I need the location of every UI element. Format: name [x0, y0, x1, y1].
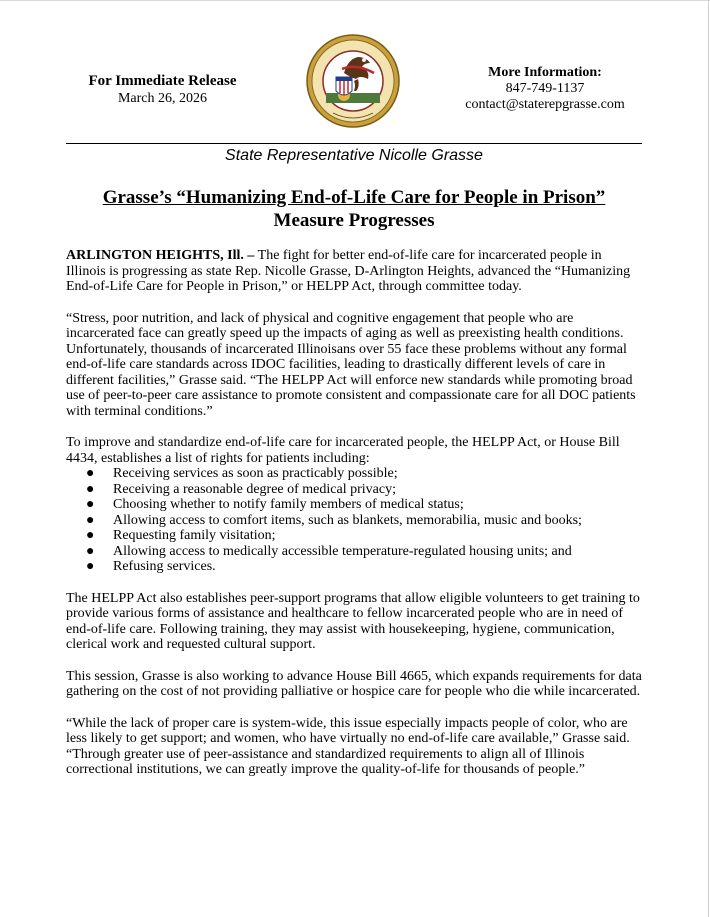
- paragraph-quote-2: “While the lack of proper care is system-wide, this issue especially impacts people of color, who are less likely to get support; and women, who have virtually no end-of-life care available,” Grasse said. “Through greater use of peer-assistance and standardized requirements to align all of Illinois correctional institutions, we can greatly improve the quality-of-life for thousands of people.”: [66, 715, 630, 777]
- paragraph-intro: [66, 248, 644, 295]
- dateline: ARLINGTON HEIGHTS, Ill. –: [66, 248, 255, 263]
- representative-name: State Representative Nicolle Grasse: [225, 147, 483, 164]
- list-item: [86, 481, 644, 498]
- page-right-edge: [708, 0, 709, 917]
- list-item-text: Receiving a reasonable degree of medical privacy;: [113, 481, 396, 497]
- list-item-text: Requesting family visitation;: [113, 528, 276, 543]
- bullet-icon: ●: [86, 466, 95, 481]
- press-release-body: [66, 248, 644, 794]
- list-item-text: Allowing access to comfort items, such as blankets, memorabilia, music and books;: [113, 512, 582, 528]
- list-item-text: Receiving services as soon as practicably possible;: [113, 466, 398, 481]
- list-item: [86, 512, 644, 529]
- bullet-icon: ●: [86, 559, 95, 574]
- headline: [66, 186, 642, 232]
- illinois-state-seal-icon: [300, 33, 406, 129]
- list-item: [86, 543, 644, 560]
- seal-graphic: [300, 33, 406, 129]
- bullet-icon: ●: [86, 497, 95, 512]
- headline-line-2: Measure Progresses: [273, 210, 435, 231]
- release-block: [80, 72, 245, 107]
- paragraph-hb4665: This session, Grasse is also working to advance House Bill 4665, which expands requirements for data gathering on the cost of not providing palliative or hospice care for people who die while incarcerated.: [66, 668, 642, 699]
- contact-label: More Information:: [488, 65, 602, 80]
- list-item: [86, 497, 644, 513]
- release-date: March 26, 2026: [117, 91, 208, 106]
- paragraph-peer-support: The HELPP Act also establishes peer-support programs that allow eligible volunteers to get training to provide various forms of assistance and healthcare to fellow incarcerated people who are in need of end-of-life care. Following training, they may assist with housekeeping, hygiene, communication, clerical work and requested cultural support.: [66, 590, 640, 652]
- list-item-text: Choosing whether to notify family members of medical status;: [113, 497, 464, 512]
- bullet-icon: ●: [86, 528, 95, 543]
- list-item: [86, 559, 644, 575]
- bullet-icon: ●: [86, 512, 95, 528]
- header-divider: [66, 143, 642, 144]
- list-item-text: Refusing services.: [113, 559, 216, 574]
- release-label: For Immediate Release: [88, 73, 237, 89]
- intro-text: The fight for better end-of-life care for incarcerated people in Illinois is progressing as state Rep. Nicolle Grasse, D-Arlington Heights, advanced the “Humanizing End-of-Life Care for People in Prison,” or HELPP Act, through committee today.: [66, 248, 631, 294]
- paragraph-quote-1: “Stress, poor nutrition, and lack of physical and cognitive engagement that people who are incarcerated face can greatly speed up the impacts of aging as well as preexisting health conditions. Unfortunately, thousands of incarcerated Illinoisans over 55 face these problems without any formal end-of-life care standards across IDOC facilities, leading to drastically different levels of care in different facilities,” Grasse said. “The HELPP Act will enforce new standards while promoting broad use of peer-to-peer care assistance to promote consistent and compassionate care for all DOC patients with terminal conditions.”: [66, 310, 636, 419]
- rights-list: [66, 466, 644, 575]
- list-item-text: Allowing access to medically accessible temperature-regulated housing units; and: [113, 543, 572, 559]
- paragraph-rights-intro: To improve and standardize end-of-life care for incarcerated people, the HELPP Act, or House Bill 4434, establishes a list of rights for patients including:: [66, 435, 620, 466]
- bullet-icon: ●: [86, 543, 95, 559]
- bullet-icon: ●: [86, 481, 95, 497]
- page-top-edge: [0, 0, 710, 1]
- list-item: [86, 528, 644, 544]
- contact-block: [450, 65, 640, 113]
- contact-phone: 847-749-1137: [505, 81, 585, 96]
- headline-line-1: Grasse’s “Humanizing End-of-Life Care for People in Prison”: [102, 187, 606, 208]
- list-item: [86, 466, 644, 482]
- contact-email: contact@staterepgrasse.com: [465, 97, 625, 112]
